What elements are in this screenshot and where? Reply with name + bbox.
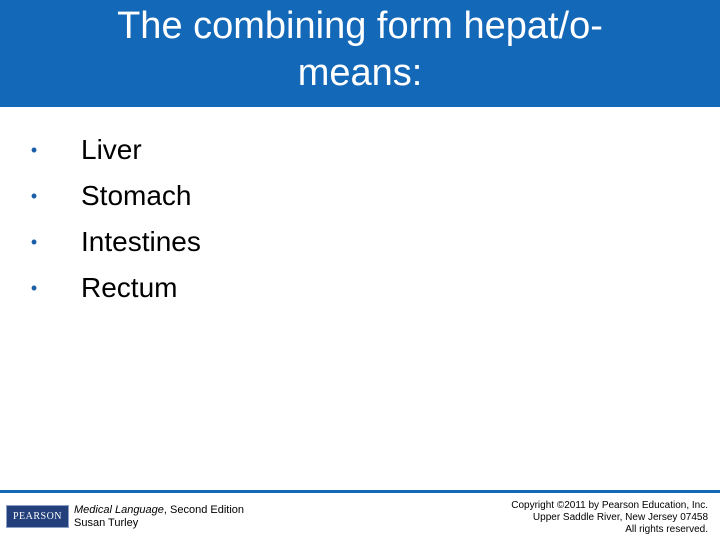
book-credit (74, 504, 244, 530)
bullet-icon: • (30, 140, 38, 160)
book-title: Medical Language (74, 504, 164, 516)
answer-options-list (0, 127, 720, 311)
slide-title-line-2: means: (297, 52, 423, 94)
answer-option-label: Liver (81, 134, 142, 165)
slide-footer (0, 493, 720, 540)
bullet-icon: • (30, 278, 38, 298)
book-author: Susan Turley (74, 517, 139, 529)
copyright-line-3: All rights reserved. (625, 524, 708, 535)
slide-title (20, 3, 700, 97)
bullet-icon: • (30, 186, 38, 206)
answer-option-stomach[interactable] (0, 173, 720, 219)
answer-option-label: Intestines (81, 226, 201, 257)
answer-option-label: Rectum (81, 272, 178, 303)
bullet-icon: • (30, 232, 38, 252)
answer-option-intestines[interactable] (0, 219, 720, 265)
copyright-line-2: Upper Saddle River, New Jersey 07458 (532, 512, 708, 523)
slide-title-line-1: The combining form hepat/o- (117, 5, 603, 47)
answer-option-liver[interactable] (0, 127, 720, 173)
copyright-notice (511, 500, 708, 536)
answer-option-rectum[interactable] (0, 265, 720, 311)
pearson-logo: PEARSON (6, 505, 69, 528)
slide-title-band (0, 0, 720, 107)
answer-option-label: Stomach (81, 180, 192, 211)
book-edition: , Second Edition (163, 504, 245, 516)
copyright-line-1: Copyright ©2011 by Pearson Education, Inc. (511, 500, 708, 511)
